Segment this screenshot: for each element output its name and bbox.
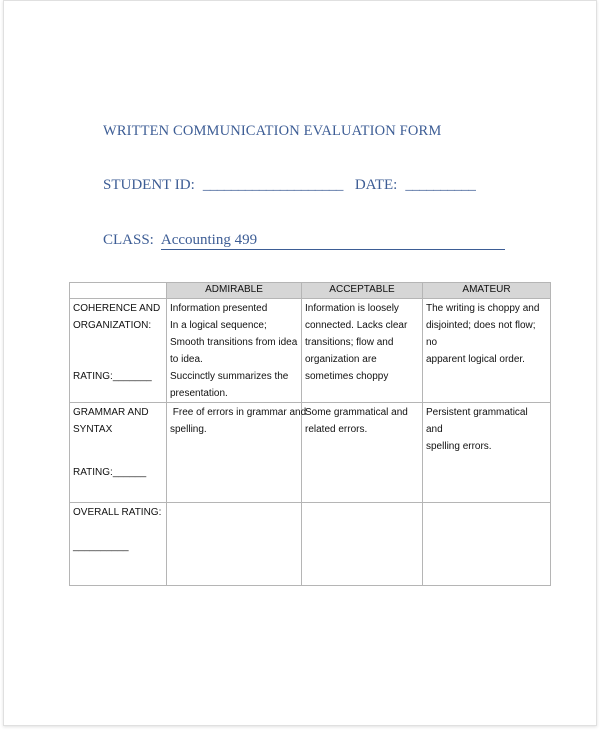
acceptable-cell[interactable] — [302, 503, 423, 586]
date-field[interactable]: __________ — [405, 177, 476, 193]
cell-text: apparent logical order. — [426, 354, 525, 365]
table-header-row — [70, 283, 551, 299]
rating-field[interactable]: RATING:______ — [73, 467, 147, 478]
criterion-cell — [70, 503, 167, 586]
admirable-cell — [167, 403, 307, 503]
header-admirable: ADMIRABLE — [167, 283, 302, 299]
cell-text: In a logical sequence; — [170, 320, 267, 331]
cell-text: presentation. — [170, 388, 228, 399]
document-page — [3, 0, 597, 726]
date-label: DATE: — [354, 177, 398, 193]
class-field[interactable]: Accounting 499 — [161, 232, 505, 250]
admirable-cell — [167, 299, 302, 403]
acceptable-cell — [302, 403, 423, 503]
cell-text: Smooth transitions from idea — [170, 337, 298, 348]
amateur-cell — [423, 299, 551, 403]
cell-text: sometimes choppy — [305, 371, 389, 382]
form-title: WRITTEN COMMUNICATION EVALUATION FORM — [103, 123, 442, 139]
cell-text: transitions; flow and — [305, 337, 394, 348]
admirable-cell[interactable] — [167, 503, 302, 586]
class-label: CLASS: — [103, 232, 154, 248]
criterion-cell — [70, 403, 167, 503]
criterion-cell — [70, 299, 167, 403]
amateur-cell[interactable] — [423, 503, 551, 586]
cell-text: spelling errors. — [426, 441, 492, 452]
criterion-label: OVERALL RATING: — [73, 507, 162, 518]
cell-text: connected. Lacks clear — [305, 320, 408, 331]
header-corner — [70, 283, 167, 299]
rating-field[interactable]: __________ — [73, 541, 129, 552]
cell-text: to idea. — [170, 354, 203, 365]
cell-text: disjointed; does not flow; no — [426, 320, 536, 348]
cell-text: Some grammatical and — [305, 407, 408, 418]
cell-text: Information is loosely — [305, 303, 399, 314]
criterion-label: ORGANIZATION: — [73, 320, 152, 331]
table-row — [70, 299, 551, 403]
criterion-label: GRAMMAR AND — [73, 407, 149, 418]
cell-text: organization are — [305, 354, 377, 365]
evaluation-table — [69, 282, 551, 586]
cell-text: Succinctly summarizes the — [170, 371, 289, 382]
cell-text: The writing is choppy and — [426, 303, 540, 314]
amateur-cell — [423, 403, 551, 503]
cell-text: Information presented — [170, 303, 268, 314]
header-acceptable: ACCEPTABLE — [302, 283, 423, 299]
student-info-line — [103, 177, 475, 194]
cell-text: Persistent grammatical and — [426, 407, 528, 435]
criterion-label: SYNTAX — [73, 424, 113, 435]
table-row — [70, 403, 551, 503]
criterion-label: COHERENCE AND — [73, 303, 161, 314]
header-amateur: AMATEUR — [423, 283, 551, 299]
cell-text: spelling. — [170, 424, 207, 435]
acceptable-cell — [302, 299, 423, 403]
student-id-field[interactable]: ____________________ — [202, 177, 343, 193]
rating-field[interactable]: RATING:_______ — [73, 371, 152, 382]
cell-text: Free of errors in grammar and — [170, 407, 307, 418]
cell-text: related errors. — [305, 424, 368, 435]
class-line — [103, 232, 505, 250]
student-id-label: STUDENT ID: — [103, 177, 195, 193]
table-row — [70, 503, 551, 586]
